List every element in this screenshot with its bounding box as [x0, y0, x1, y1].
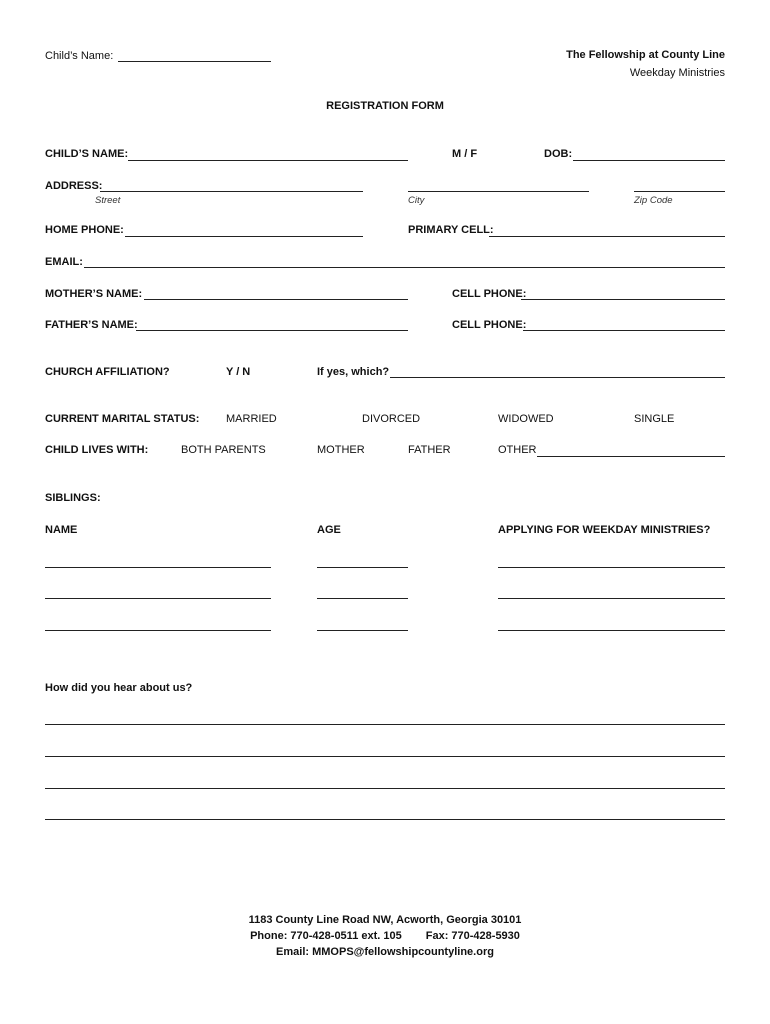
email-field[interactable]	[84, 267, 725, 268]
city-field[interactable]	[408, 191, 589, 192]
lives-with-mother[interactable]: MOTHER	[317, 444, 365, 456]
siblings-heading: SIBLINGS:	[45, 492, 101, 504]
lives-with-other[interactable]: OTHER	[498, 444, 537, 456]
marital-option-divorced[interactable]: DIVORCED	[362, 413, 421, 425]
sibling-age-field[interactable]	[317, 630, 408, 631]
fathers-name-label: FATHER’S NAME:	[45, 319, 138, 331]
footer-address: 1183 County Line Road NW, Acworth, Georgia 30101	[248, 914, 522, 926]
dob-label: DOB:	[544, 148, 573, 160]
address-label: ADDRESS:	[45, 180, 103, 192]
mother-cell-field[interactable]	[521, 299, 725, 300]
childs-name-label: Child’s Name:	[45, 50, 114, 62]
fathers-name-field[interactable]	[136, 330, 408, 331]
lives-with-both-parents[interactable]: BOTH PARENTS	[181, 444, 266, 456]
street-field[interactable]	[100, 191, 363, 192]
sibling-applying-field[interactable]	[498, 630, 725, 631]
hear-about-line[interactable]	[45, 756, 725, 757]
siblings-col-name: NAME	[45, 524, 78, 536]
if-yes-label: If yes, which?	[317, 366, 390, 378]
sibling-applying-field[interactable]	[498, 567, 725, 568]
siblings-col-age: AGE	[317, 524, 341, 536]
father-cell-label: CELL PHONE:	[452, 319, 527, 331]
hear-about-line[interactable]	[45, 724, 725, 725]
footer-email: Email: MMOPS@fellowshipcountyline.org	[276, 946, 494, 958]
org-name: The Fellowship at County Line	[566, 49, 725, 61]
footer-phone: Phone: 770-428-0511 ext. 105	[250, 930, 402, 942]
zip-field[interactable]	[634, 191, 725, 192]
church-yn-option[interactable]: Y / N	[226, 366, 251, 378]
church-affiliation-label: CHURCH AFFILIATION?	[45, 366, 170, 378]
church-which-field[interactable]	[390, 377, 725, 378]
org-subtitle: Weekday Ministries	[629, 67, 725, 79]
street-caption: Street	[95, 195, 121, 206]
sibling-name-field[interactable]	[45, 630, 271, 631]
footer-phone-fax	[0, 930, 770, 942]
dob-field[interactable]	[573, 160, 725, 161]
sibling-age-field[interactable]	[317, 598, 408, 599]
marital-option-single[interactable]: SINGLE	[634, 413, 675, 425]
sibling-name-field[interactable]	[45, 567, 271, 568]
hear-about-line[interactable]	[45, 788, 725, 789]
form-title: REGISTRATION FORM	[326, 100, 444, 112]
zip-caption: Zip Code	[634, 195, 673, 206]
sibling-age-field[interactable]	[317, 567, 408, 568]
primary-cell-label: PRIMARY CELL:	[408, 224, 494, 236]
lives-with-other-field[interactable]	[537, 456, 725, 457]
primary-cell-field[interactable]	[489, 236, 725, 237]
home-phone-label: HOME PHONE:	[45, 224, 124, 236]
home-phone-field[interactable]	[125, 236, 363, 237]
marital-status-label: CURRENT MARITAL STATUS:	[45, 413, 200, 425]
marital-option-widowed[interactable]: WIDOWED	[498, 413, 554, 425]
lives-with-label: CHILD LIVES WITH:	[45, 444, 149, 456]
siblings-col-applying: APPLYING FOR WEEKDAY MINISTRIES?	[498, 524, 711, 536]
hear-about-label: How did you hear about us?	[45, 682, 193, 694]
marital-option-married[interactable]: MARRIED	[226, 413, 277, 425]
footer-fax: Fax: 770-428-5930	[425, 930, 520, 942]
sibling-applying-field[interactable]	[498, 598, 725, 599]
child-name-label: CHILD’S NAME:	[45, 148, 129, 160]
email-label: EMAIL:	[45, 256, 83, 268]
father-cell-field[interactable]	[523, 330, 725, 331]
gender-label[interactable]: M / F	[452, 148, 478, 160]
lives-with-father[interactable]: FATHER	[408, 444, 451, 456]
hear-about-line[interactable]	[45, 819, 725, 820]
city-caption: City	[408, 195, 425, 206]
mothers-name-label: MOTHER’S NAME:	[45, 288, 143, 300]
mother-cell-label: CELL PHONE:	[452, 288, 527, 300]
mothers-name-field[interactable]	[144, 299, 408, 300]
sibling-name-field[interactable]	[45, 598, 271, 599]
childs-name-field[interactable]	[118, 61, 271, 62]
child-name-field[interactable]	[128, 160, 408, 161]
